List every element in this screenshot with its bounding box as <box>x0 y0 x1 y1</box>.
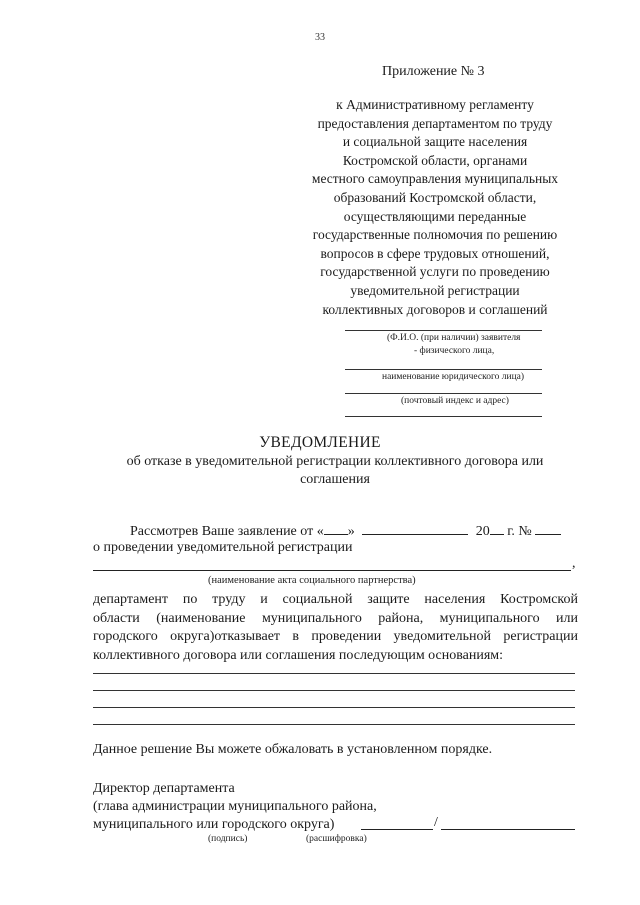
regulation-line: образований Костромской области, <box>333 189 537 205</box>
regulation-line: Костромской области, органами <box>342 152 528 168</box>
director-title: Директор департамента <box>93 781 235 796</box>
year-suffix: г. № <box>507 524 532 539</box>
reason-line <box>93 724 575 725</box>
postal-address-label: (почтовый индекс и адрес) <box>401 396 509 406</box>
act-name-line <box>93 570 571 571</box>
postal-address-line <box>345 393 542 394</box>
notice-subtitle-line: об отказе в уведомительной регистрации коллективного договора или <box>126 454 544 469</box>
year-prefix: 20 <box>475 524 490 539</box>
appeal-notice: Данное решение Вы можете обжаловать в установленном порядке. <box>93 742 493 757</box>
application-year-blank <box>490 521 504 535</box>
appendix-title: Приложение № 3 <box>382 64 485 79</box>
registration-about: о проведении уведомительной регистрации <box>93 540 353 555</box>
application-month-blank <box>362 521 468 535</box>
head-of-administration: (глава администрации муниципального района, <box>93 799 377 814</box>
regulation-reference <box>290 96 580 319</box>
regulation-line: государственной услуги по проведению <box>320 264 550 280</box>
regulation-line: и социальной защите населения <box>342 134 528 150</box>
paragraph-line: департамент по труду и социальной защите населения Костромской <box>93 592 578 607</box>
regulation-line: осуществляющими переданные <box>343 208 527 224</box>
postal-address-line-2 <box>345 416 542 417</box>
signature-label: (подпись) <box>208 834 248 844</box>
regulation-line: к Административному регламенту <box>336 97 534 112</box>
decoding-line <box>441 829 575 830</box>
department-paragraph <box>93 591 578 665</box>
paragraph-line: коллективного договора или соглашения последующим основаниям: <box>93 647 504 663</box>
signature-separator: / <box>434 815 438 830</box>
quote-close: » <box>347 524 355 539</box>
applicant-name-label: (Ф.И.О. (при наличии) заявителя <box>387 333 521 343</box>
act-comma: , <box>572 556 576 571</box>
application-line <box>130 521 561 540</box>
municipal-district: муниципального или городского округа) <box>93 817 335 832</box>
considered-text: Рассмотрев Ваше заявление от « <box>130 524 324 539</box>
notice-subtitle-line: соглашения <box>300 472 370 487</box>
reason-line <box>93 690 575 691</box>
applicant-name-label-cont: - физического лица, <box>414 346 495 356</box>
notice-title: УВЕДОМЛЕНИЕ <box>259 434 381 451</box>
reason-line <box>93 707 575 708</box>
signature-line <box>361 829 433 830</box>
paragraph-line: области (наименование муниципального района, муниципального или <box>93 610 578 626</box>
notice-subtitle <box>95 453 575 489</box>
reason-line <box>93 673 575 674</box>
regulation-line: местного самоуправления муниципальных <box>311 171 559 187</box>
act-name-label: (наименование акта социального партнерства) <box>208 575 416 586</box>
regulation-line: коллективных договоров и соглашений <box>322 301 548 317</box>
applicant-name-line <box>345 330 542 331</box>
regulation-line: предоставления департаментом по труду <box>317 115 553 131</box>
application-day-blank <box>324 521 348 535</box>
organization-name-line <box>345 369 542 370</box>
application-number-blank <box>535 521 561 535</box>
regulation-line: уведомительной регистрации <box>350 282 520 298</box>
page-number: 33 <box>315 32 325 43</box>
decoding-label: (расшифровка) <box>306 834 367 844</box>
regulation-line: вопросов в сфере трудовых отношений, <box>320 245 550 261</box>
regulation-line: государственные полномочия по решению <box>312 227 558 243</box>
organization-name-label: наименование юридического лица) <box>382 372 525 382</box>
paragraph-line: городского округа)отказывает в проведении уведомительной регистрации <box>93 629 578 645</box>
